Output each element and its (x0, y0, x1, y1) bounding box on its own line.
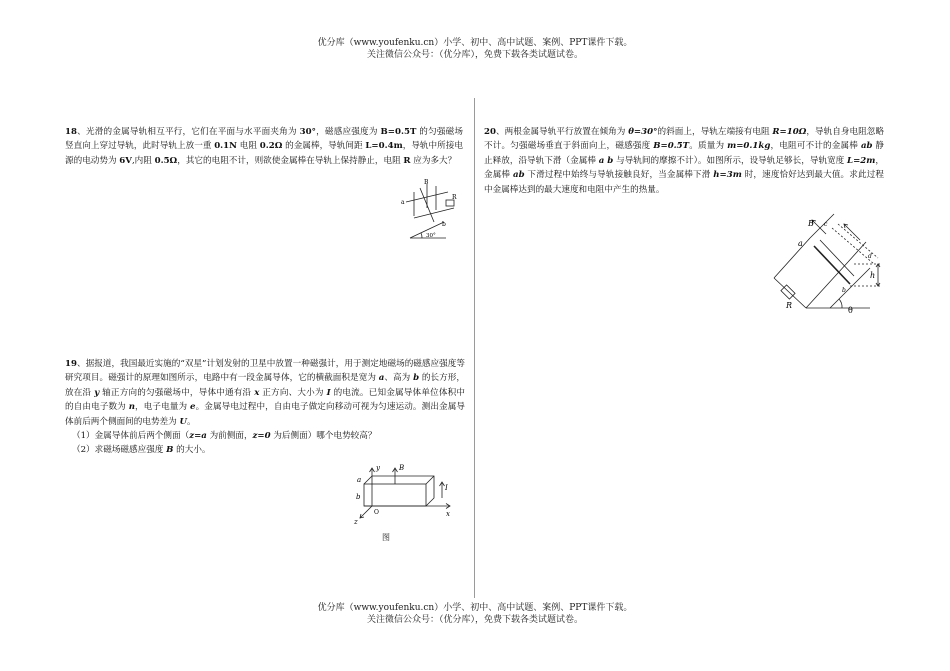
q20-label-R: R (786, 301, 793, 310)
q18-label-a: a (401, 199, 405, 206)
q20-text-7: 与导轨间的摩擦不计）。如图所示，设导轨足够长，导轨宽度 (613, 155, 848, 166)
question-18 (65, 125, 463, 168)
q19-label-a: a (357, 476, 362, 484)
q19-text-4: 轴正方向的匀强磁场中，导体中通有沿 (99, 387, 255, 398)
page-header (0, 37, 950, 61)
q20-text-9: 下滑过程中始终与导轨接触良好，当金属棒下滑 (524, 170, 714, 181)
question-20-text (484, 125, 884, 197)
q18-number: 18 (65, 127, 77, 137)
q20-rod-ab-1: ab (860, 141, 873, 152)
header-line-1: 优分库（www.youfenku.cn）小学、初中、高中试题、案例、PPT课件下载。 (317, 38, 633, 48)
q18-angle: 30° (299, 127, 316, 137)
q19-u-symbol: U (179, 416, 187, 427)
q19-subquestion-1 (65, 429, 465, 443)
q18-label-angle: 30° (426, 233, 436, 239)
question-18-text (65, 125, 463, 168)
q19-label-b: b (356, 493, 361, 501)
q19-subquestion-2 (65, 443, 465, 457)
question-20 (484, 125, 884, 197)
q20-rod-cd-shadow (838, 224, 878, 258)
q20-figure (770, 212, 890, 317)
q20-resistor (781, 285, 795, 299)
q18-text-3: 的匀强磁场竖直向上穿过导轨，此时导轨上放一重 (65, 127, 464, 152)
q20-label-B: B (808, 219, 814, 228)
q19-block-front (364, 484, 426, 506)
q19-n-symbol: n (128, 402, 135, 413)
q20-label-a: a (798, 239, 803, 248)
q18-internal-resistance: 0.5Ω (154, 155, 178, 166)
q19-s1-text-c: 为后侧面）哪个电势较高？ (270, 431, 377, 442)
q20-incline (830, 268, 870, 308)
q20-label-theta: θ (848, 306, 853, 315)
q18-text-4: 电阻 (237, 141, 260, 152)
q19-label-O: O (374, 509, 379, 516)
q18-rail-bottom (414, 208, 454, 218)
q19-figure-caption: 图 (382, 533, 390, 542)
q18-figure (400, 178, 462, 262)
q19-s1-text-a: （1）金属导体前后两个侧面（ (72, 431, 190, 442)
q19-s2-text-b: 的大小。 (173, 445, 211, 456)
q20-theta: θ=30° (628, 127, 658, 137)
q19-block-edge (426, 476, 434, 484)
q20-rail-right-lower (806, 262, 848, 308)
q20-text-2: 的斜面上，导轨左端接有电阻 (657, 127, 773, 137)
q19-text-2: 、高为 (384, 373, 414, 384)
q19-s1-text-b: 为前侧面， (206, 431, 253, 442)
q20-width: L=2m (847, 155, 876, 166)
q18-spacing: L=0.4m (365, 141, 403, 152)
q20-angle-arc (839, 299, 842, 308)
question-19-text (65, 357, 465, 429)
q19-label-B: B (399, 464, 405, 472)
q18-text-6: ，导轨中所接电源的电动势为 (65, 141, 463, 166)
q19-height-symbol: b (413, 373, 420, 384)
q20-rod-ab-3: ab (513, 170, 525, 181)
q18-resistor-symbol: R (403, 155, 411, 166)
q18-text-7: ,内阻 (131, 155, 155, 166)
q18-label-R: R (452, 194, 457, 201)
q18-weight: 0.1N (214, 141, 238, 152)
question-19 (65, 357, 465, 458)
q19-s2-b: B (166, 445, 174, 456)
q20-text-4: 。质量为 (689, 141, 728, 152)
q20-label-d: d (868, 253, 872, 260)
q18-rod-resistance: 0.2Ω (259, 141, 283, 152)
q19-text-8: 。金属导电过程中，自由电子做定向移动可视为匀速运动。测出金属导体前后两个侧面间的电势差为 (65, 402, 465, 427)
q19-s2-text-a: （2）求磁场磁感应强度 (72, 445, 167, 456)
q20-text-5: ，电阻可不计的金属棒 (770, 141, 861, 152)
q19-e-symbol: e (190, 402, 196, 413)
q19-figure (350, 460, 462, 526)
q18-text-8: ，其它的电阻不计，则欲使金属棒在导轨上保持静止，电阻 (177, 155, 404, 166)
q19-width-symbol: a (378, 373, 385, 384)
q18-label-B: B (424, 179, 429, 186)
header-line-2: 关注微信公众号：（优分库），免费下载各类试题试卷。 (366, 50, 583, 60)
q19-text-6: 的电流。已知金属导体单位体积中的自由电子数为 (65, 387, 466, 413)
q20-text-6: 静止释放，沿导轨下滑（金属棒 (484, 141, 885, 166)
q18-emf: 6V (119, 155, 132, 166)
q18-label-b: b (442, 221, 446, 228)
page-footer (0, 602, 950, 626)
q20-label-h: h (870, 271, 876, 280)
q19-text-1: 、据报道，我国最近实施的“双星”计划发射的卫星中放置一种磁强计，用于测定地磁场的磁感应强度等研究项目。磁强计的原理如图所示，电路中有一段金属导体，它的横截面积是宽为 (65, 359, 465, 384)
q19-x-symbol: x (254, 387, 260, 398)
q20-text-8: ，金属棒 (484, 155, 884, 181)
q18-text-1: 、光滑的金属导轨相互平行，它们在平面与水平面夹角为 (76, 127, 300, 137)
q18-text-2: ，磁感应强度为 (315, 127, 381, 137)
q19-s1-front: z=a (189, 431, 207, 442)
q20-field-line-2 (844, 224, 860, 240)
q19-s1-back: z=0 (252, 431, 271, 442)
q19-label-I: I (445, 484, 448, 492)
column-divider (474, 98, 475, 598)
q19-block-top-side (364, 476, 434, 506)
q19-text-5: 正方向、大小为 (259, 387, 327, 398)
q19-text-3: 的长方形，放在沿 (65, 373, 466, 398)
q20-label-b: b (842, 287, 846, 294)
q18-text-5: 的金属棒，导轨间距 (282, 141, 366, 152)
q20-rod-ab-2: a b (598, 155, 614, 166)
q19-y-symbol: y (94, 387, 100, 398)
q20-text-10: 时，速度恰好达到最大值。求此过程中金属棒达到的最大速度和电阻中产生的热量。 (484, 170, 884, 195)
footer-line-1: 优分库（www.youfenku.cn）小学、初中、高中试题、案例、PPT课件下载。 (317, 603, 633, 613)
q20-rod-ab (814, 246, 850, 284)
q20-mass: m=0.1kg (727, 141, 771, 152)
q18-text-9: 应为多大？ (410, 155, 457, 166)
q20-rail-left-lower (774, 238, 810, 278)
footer-line-2: 关注微信公众号：（优分库），免费下载各类试题试卷。 (366, 615, 583, 625)
q19-label-x: x (446, 510, 450, 518)
q20-number: 20 (484, 127, 496, 137)
q18-b-value: B=0.5T (380, 127, 417, 137)
q19-number: 19 (65, 359, 77, 369)
q20-text-3: ，导轨自身电阻忽略不计。匀强磁场垂直于斜面向上，磁感强度 (484, 127, 885, 152)
q18-angle-arc (421, 233, 422, 238)
q19-current-symbol: I (326, 387, 331, 398)
q19-text-7: ，电子电量为 (134, 402, 191, 413)
q20-text-1: 、两根金属导轨平行放置在倾角为 (495, 127, 629, 137)
q20-b-value: B=0.5T (653, 141, 690, 152)
q20-height: h=3m (713, 170, 742, 181)
q20-label-c: c (824, 221, 828, 228)
q19-label-y: y (376, 464, 380, 472)
q19-label-z: z (354, 518, 358, 526)
q19-text-9: 。 (186, 416, 196, 427)
q20-resistance: R=10Ω (772, 127, 807, 137)
q19-z-axis (360, 506, 372, 518)
